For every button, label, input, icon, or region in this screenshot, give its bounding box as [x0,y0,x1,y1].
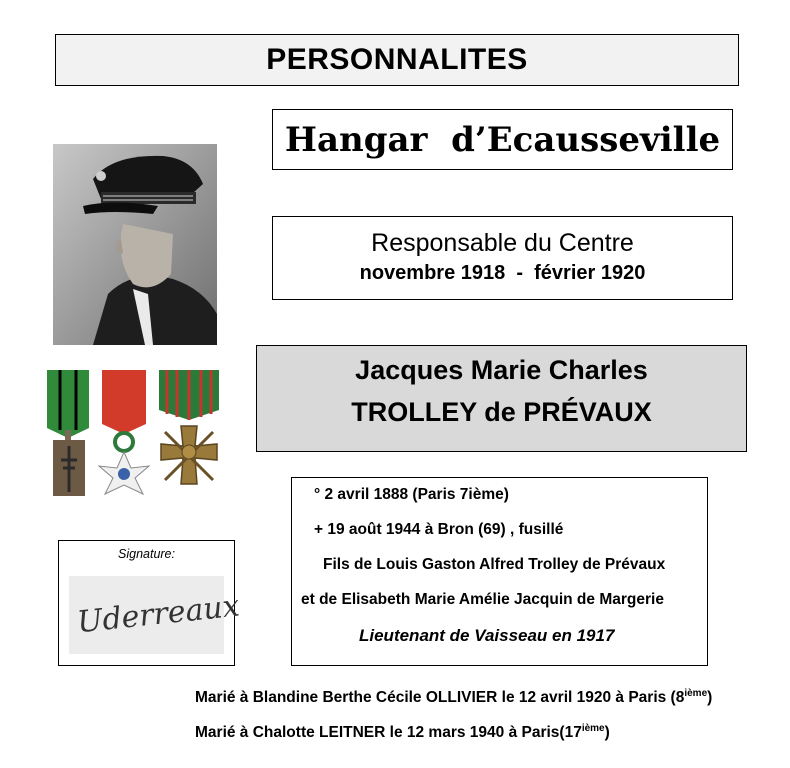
page-title-box [55,34,739,86]
marriage-2-sup: ième [581,723,605,734]
role-dates: novembre 1918 - février 1920 [359,262,646,284]
svg-text:Uderreaux: Uderreaux [75,588,242,641]
portrait-illustration [53,144,217,345]
person-given-names: Jacques Marie Charles [355,355,648,385]
croix-de-guerre-icon [159,370,219,484]
hangar-title-box [272,109,733,170]
father-line: Fils de Louis Gaston Alfred Trolley de Prévaux [323,556,666,573]
marriage-1-text: Marié à Blandine Berthe Cécile OLLIVIER le 12 avril 1920 à Paris (8 [195,689,685,707]
person-family-name: TROLLEY de PRÉVAUX [351,397,652,427]
signature-box [58,540,242,666]
marriage-1 [195,688,712,707]
page-title: PERSONNALITES [266,43,528,76]
death-line: + 19 août 1944 à Bron (69) , fusillé [314,521,564,538]
legion-honneur-icon [99,370,149,494]
marriage-1-sup: ième [684,688,708,699]
ordre-de-la-liberation-icon [47,370,89,496]
marriage-2 [195,723,610,742]
person-name-box [256,345,747,452]
medals-group [45,368,225,500]
signature-label: Signature: [118,547,175,561]
role-title: Responsable du Centre [371,229,634,257]
signature-image [69,576,242,654]
marriage-2-text: Marié à Chalotte LEITNER le 12 mars 1940 à Paris(17 [195,724,582,742]
portrait-photo [53,144,217,345]
biography-box [291,477,708,666]
marriage-1-end: ) [707,689,713,707]
birth-line: ° 2 avril 1888 (Paris 7ième) [314,486,509,503]
mother-line: et de Elisabeth Marie Amélie Jacquin de Margerie [301,591,664,608]
rank-line: Lieutenant de Vaisseau en 1917 [359,626,615,645]
marriage-2-end: ) [604,724,610,742]
role-box [272,216,733,300]
hangar-title: Hangar d’Ecausseville [284,119,721,160]
